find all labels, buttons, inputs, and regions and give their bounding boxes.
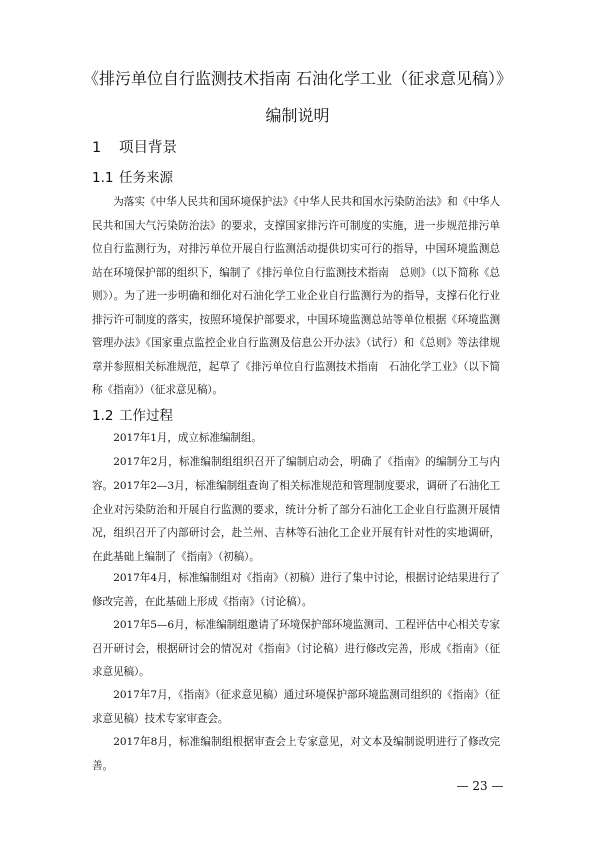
process-paragraph: 2017年2—3月，标准编制组查询了相关标准规范和管理制度要求，调研了石油化工企业对污染防治和开展自行监测的要求，统计分析了部分石油化工企业自行监测开展情况，组织召开了内部研讨会，赴兰州、吉林等石油化工企业开展有针对性的实地调研，在此基础上编制了《指南》（初稿）。 — [92, 480, 500, 563]
section-number: 1.1 — [92, 170, 114, 186]
document-subtitle: 编制说明 — [265, 106, 330, 125]
process-paragraph: 2017年4月，标准编制组对《指南》（初稿）进行了集中讨论，根据讨论结果进行了修改完善，在此基础上形成《指南》（讨论稿）。 — [92, 572, 500, 608]
document-title: 《排污单位自行监测技术指南 石油化学工业（征求意见稿）》 — [82, 69, 513, 88]
task-source-paragraph: 为落实《中华人民共和国环境保护法》《中华人民共和国水污染防治法》和《中华人民共和国大气污染防治法》的要求，支撑国家排污许可制度的实施，进一步规范排污单位自行监测行为，对排污单位开展自行监测活动提供切实可行的指导，中国环境监测总站在环境保护部的组织下，编制了《排污单位自行监测技术指南 总则》（以下简称《总则》）。为了进一步明确和细化对石油化学工业企业自行监测行为的指导，支撑石化行业排污许可制度的落实，按照环境保护部要求，中国环境监测总站等单位根据《环境监测管理办法》《国家重点监控企业自行监测及信息公开办法》（试行）和《总则》等法律规章并参照相关标准规范，起草了《排污单位自行监测技术指南 石油化学工业》（以下简称《指南》）（征求意见稿）。 — [92, 196, 500, 396]
page-number: — 23 — — [456, 779, 504, 793]
process-paragraph: 2017年7月，《指南》（征求意见稿）通过环境保护部环境监测司组织的《指南》（征求意见稿）技术专家审查会。 — [92, 689, 500, 725]
section-heading-1-2 — [92, 404, 173, 424]
section-number: 1.2 — [92, 408, 114, 424]
process-paragraph: 2017年5—6月，标准编制组邀请了环境保护部环境监测司、工程评估中心相关专家召开研讨会，根据研讨会的情况对《指南》（讨论稿）进行修改完善，形成《指南》（征求意见稿）。 — [92, 619, 500, 678]
process-paragraph: 2017年8月，标准编制组根据审查会上专家意见，对文本及编制说明进行了修改完善。 — [92, 736, 500, 772]
process-paragraph: 2017年1月，成立标准编制组。 — [113, 432, 262, 444]
section-heading-1 — [92, 136, 177, 157]
section-title: 任务来源 — [119, 170, 173, 186]
section-title: 工作过程 — [119, 408, 173, 424]
process-paragraph: 2017年2月，标准编制组组织召开了编制启动会，明确了《指南》的编制分工与内容。 — [92, 456, 500, 492]
section-heading-1-1 — [92, 166, 173, 186]
section-title: 项目背景 — [119, 140, 177, 156]
section-number: 1 — [92, 140, 102, 156]
